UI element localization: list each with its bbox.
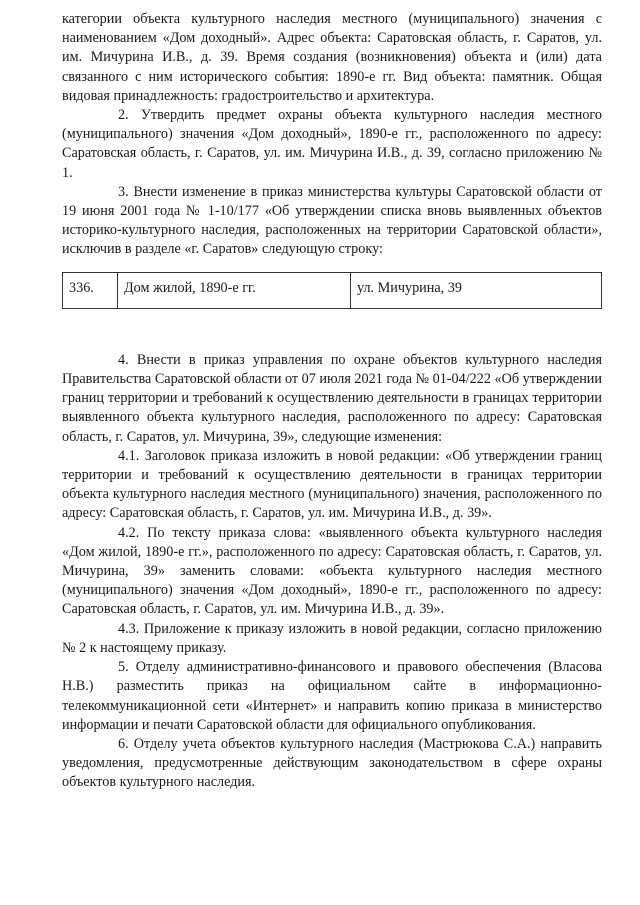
paragraph-item-2: 2. Утвердить предмет охраны объекта культурного наследия местного (муниципального) значения «Дом доходный», 1890-е гг., расположенного по адресу: Саратовская область, г. Саратов, ул. им. Мичурина И.В., д. 39, согласно приложению № 1. <box>62 107 602 181</box>
paragraph-item-6: 6. Отделу учета объектов культурного наследия (Мастрюкова С.А.) направить уведомления, предусмотренные действующим законодательством в сфере охраны объектов культурного наследия. <box>62 735 602 791</box>
paragraph-item-5: 5. Отделу административно-финансового и правового обеспечения (Власова Н.В.) разместить приказ на официальном сайте в информационно-телекоммуникационной сети «Интернет» и направить копию приказа в министерство информации и печати Саратовской области для официального опубликования. <box>62 659 602 733</box>
paragraph-item-4-2: 4.2. По тексту приказа слова: «выявленного объекта культурного наследия «Дом жилой, 1890-е гг.», расположенного по адресу: Саратовская область, г. Саратов, ул. Мичурина, 39» заменить словами: «объекта культурного наследия местного (муниципального) значения «Дом доходный», 1890-е гг., расположенного по адресу: Саратовская область, г. Саратов, ул. им. Мичурина И.В., д. 39». <box>62 524 602 618</box>
table-row <box>63 272 602 308</box>
excluded-row-table <box>62 272 602 309</box>
paragraph-item-4-1: 4.1. Заголовок приказа изложить в новой редакции: «Об утверждении границ территории и требований к осуществлению деятельности в границах территории объекта культурного наследия местного (муниципального) значения, расположенного по адресу: Саратовская область, г. Саратов, ул. им. Мичурина И.В., д. 39». <box>62 447 602 522</box>
paragraph-item-4-3: 4.3. Приложение к приказу изложить в новой редакции, согласно приложению № 2 к настоящему приказу. <box>62 620 602 656</box>
paragraph-item-4: 4. Внести в приказ управления по охране объектов культурного наследия Правительства Саратовской области от 07 июля 2021 года № 01-04/222 «Об утверждении границ территории и требований к осуществлению деятельности в границах территории выявленного объекта культурного наследия, расположенного по адресу: Саратовская область, г. Саратов, ул. Мичурина, 39», следующие изменения: <box>62 351 602 445</box>
table-cell-number: 336. <box>63 272 118 308</box>
table-cell-name: Дом жилой, 1890-е гг. <box>118 272 351 308</box>
table-cell-address: ул. Мичурина, 39 <box>351 272 602 308</box>
paragraph-object-category: категории объекта культурного наследия местного (муниципального) значения с наименованием «Дом доходный». Адрес объекта: Саратовская область, г. Саратов, ул. им. Мичурина И.В., д. 39. Время создания (возникновения) объекта и (или) дата связанного с ним исторического события: 1890-е гг. Вид объекта: памятник. Общая видовая принадлежность: градостроительство и архитектура. <box>62 11 602 104</box>
spacer <box>62 323 602 351</box>
paragraph-item-3: 3. Внести изменение в приказ министерства культуры Саратовской области от 19 июня 2001 года № 1-10/177 «Об утверждении списка вновь выявленных объектов историко-культурного наследия, расположенных на территории Саратовской области», исключив в разделе «г. Саратов» следующую строку: <box>62 183 602 258</box>
